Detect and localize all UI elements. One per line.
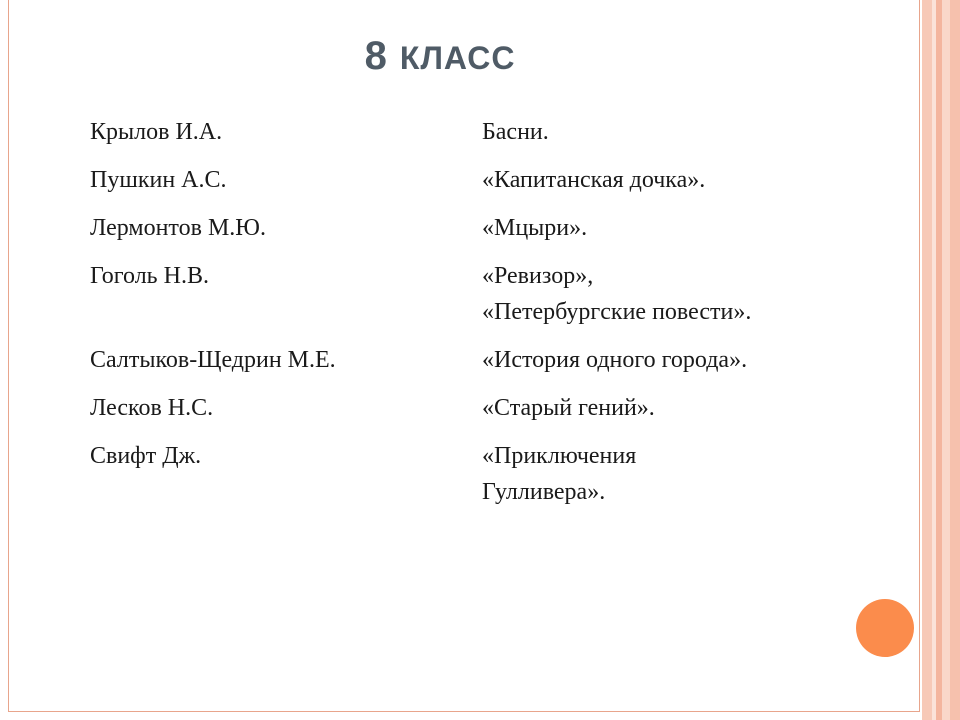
work-title: «Капитанская дочка». [482,167,706,193]
title-word: КЛАСС [399,40,516,76]
work-title-line: «Приключения [482,443,637,469]
reading-list [90,114,890,522]
author-name: Салтыков-Щедрин М.Е. [90,347,336,373]
title-number: 8 [364,34,400,78]
work-title-line: «Петербургские повести». [482,299,752,325]
work-title: «Мцыри». [482,215,588,241]
work-title-line: «Ревизор», [482,263,594,289]
work-title: «Старый гений». [482,395,655,421]
list-item [90,162,890,198]
author-name: Гоголь Н.В. [90,263,209,289]
author-name: Пушкин А.С. [90,167,227,193]
author-name: Лесков Н.С. [90,395,214,421]
work-title [482,438,882,510]
author-name: Лермонтов М.Ю. [90,215,266,241]
decorative-stripe [950,0,960,720]
work-title: «История одного города». [482,347,748,373]
decorative-stripe [922,0,932,720]
list-item [90,390,890,426]
decorative-stripe [942,0,950,720]
list-item [90,438,890,510]
work-title-line: Гулливера». [482,479,606,505]
author-name: Крылов И.А. [90,119,223,145]
work-title [482,258,882,330]
decorative-circle [856,599,914,657]
author-name: Свифт Дж. [90,443,202,469]
list-item [90,342,890,378]
list-item [90,258,890,330]
list-item [90,114,890,150]
list-item [90,210,890,246]
slide-title [0,34,880,79]
work-title: Басни. [482,119,549,145]
